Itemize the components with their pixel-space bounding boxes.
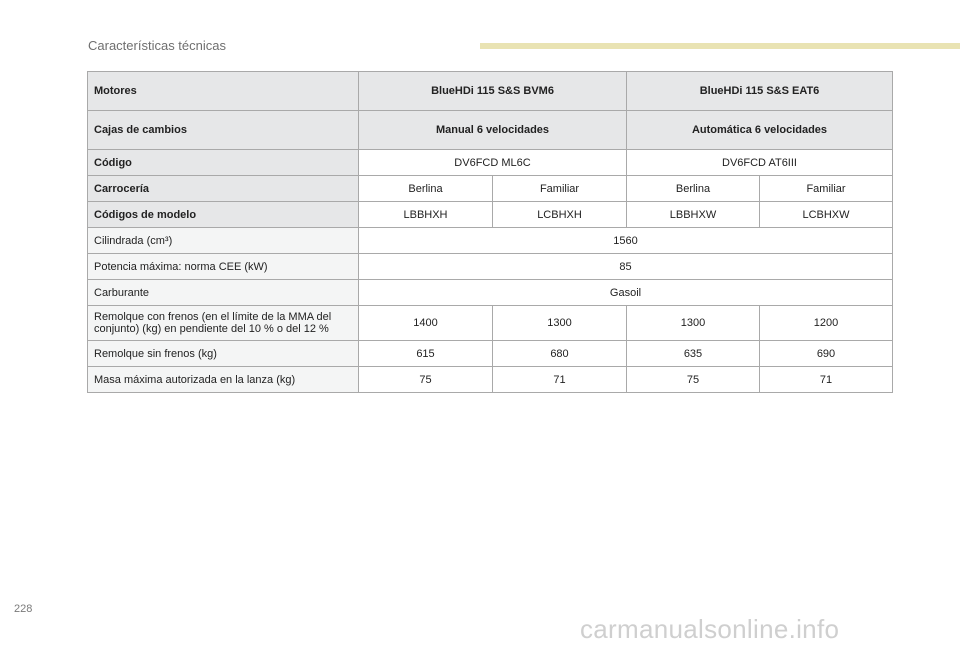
watermark: carmanualsonline.info bbox=[580, 614, 840, 644]
table-cell: 71 bbox=[760, 367, 893, 393]
table-row-carroceria bbox=[88, 176, 893, 202]
row-label: Códigos de modelo bbox=[88, 202, 359, 228]
table-cell: 75 bbox=[627, 367, 760, 393]
table-cell: 1300 bbox=[627, 306, 760, 341]
specifications-table bbox=[87, 71, 893, 393]
table-row-carburante bbox=[88, 280, 893, 306]
table-cell: LCBHXW bbox=[760, 202, 893, 228]
table-cell: LCBHXH bbox=[493, 202, 627, 228]
table-cell: LBBHXW bbox=[627, 202, 760, 228]
row-label: Masa máxima autorizada en la lanza (kg) bbox=[88, 367, 359, 393]
table-cell: LBBHXH bbox=[359, 202, 493, 228]
table-cell: Berlina bbox=[359, 176, 493, 202]
table-cell: 75 bbox=[359, 367, 493, 393]
table-cell: Berlina bbox=[627, 176, 760, 202]
table-cell: 1300 bbox=[493, 306, 627, 341]
row-label: Remolque sin frenos (kg) bbox=[88, 341, 359, 367]
table-cell: 1200 bbox=[760, 306, 893, 341]
row-label: Remolque con frenos (en el límite de la MMA del conjunto) (kg) en pendiente del 10 % o del 12 % bbox=[88, 306, 359, 341]
table-cell: Automática 6 velocidades bbox=[627, 111, 893, 150]
page-number: 228 bbox=[14, 603, 33, 615]
table-cell: 1400 bbox=[359, 306, 493, 341]
table-row-cilindrada bbox=[88, 228, 893, 254]
row-label: Código bbox=[88, 150, 359, 176]
table-cell: Manual 6 velocidades bbox=[359, 111, 627, 150]
table-row-masa-lanza bbox=[88, 367, 893, 393]
row-label: Cajas de cambios bbox=[88, 111, 359, 150]
section-title: Características técnicas bbox=[88, 38, 226, 53]
table-cell: Familiar bbox=[760, 176, 893, 202]
table-cell: DV6FCD ML6C bbox=[359, 150, 627, 176]
row-label: Potencia máxima: norma CEE (kW) bbox=[88, 254, 359, 280]
table-cell: 690 bbox=[760, 341, 893, 367]
table-row-codigos-modelo bbox=[88, 202, 893, 228]
table-row-motores bbox=[88, 72, 893, 111]
table-cell: 635 bbox=[627, 341, 760, 367]
table-cell: Familiar bbox=[493, 176, 627, 202]
header-accent-bar bbox=[480, 43, 960, 49]
table-cell: BlueHDi 115 S&S BVM6 bbox=[359, 72, 627, 111]
table-row-cajas bbox=[88, 111, 893, 150]
table-cell: 1560 bbox=[359, 228, 893, 254]
table-cell: 71 bbox=[493, 367, 627, 393]
table-row-potencia bbox=[88, 254, 893, 280]
row-label: Cilindrada (cm³) bbox=[88, 228, 359, 254]
row-label: Carrocería bbox=[88, 176, 359, 202]
table-row-codigo bbox=[88, 150, 893, 176]
table-row-remolque-sin-frenos bbox=[88, 341, 893, 367]
table-cell: 85 bbox=[359, 254, 893, 280]
row-label: Carburante bbox=[88, 280, 359, 306]
table-cell: Gasoil bbox=[359, 280, 893, 306]
table-cell: DV6FCD AT6III bbox=[627, 150, 893, 176]
table-cell: 680 bbox=[493, 341, 627, 367]
table-cell: 615 bbox=[359, 341, 493, 367]
table-cell: BlueHDi 115 S&S EAT6 bbox=[627, 72, 893, 111]
row-label: Motores bbox=[88, 72, 359, 111]
table-row-remolque-con-frenos bbox=[88, 306, 893, 341]
